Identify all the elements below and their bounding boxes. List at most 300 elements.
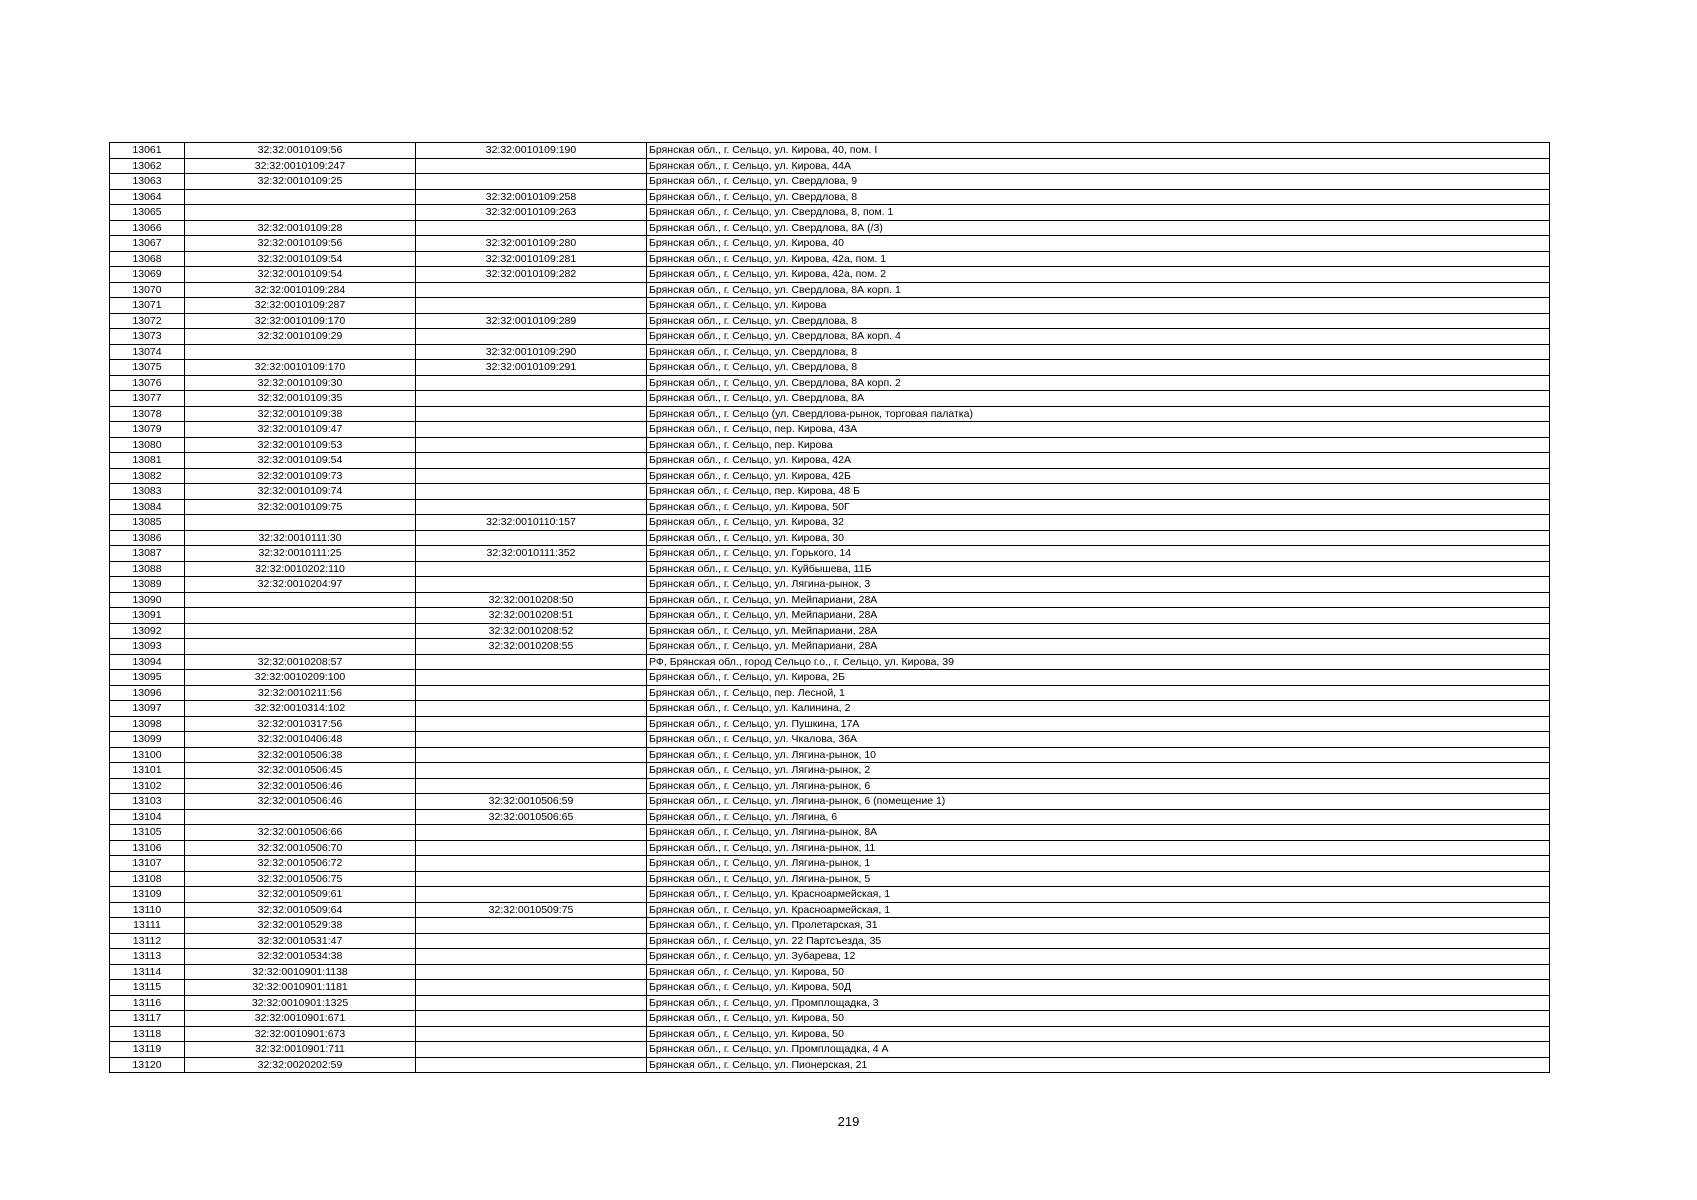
table-row <box>110 685 1550 701</box>
address-cell: Брянская обл., г. Сельцо, ул. Кирова, 50 <box>647 964 1550 980</box>
building-cadastral-number-cell: 32:32:0010109:281 <box>416 251 647 267</box>
cadastral-number-cell: 32:32:0010901:1325 <box>185 995 416 1011</box>
address-cell: Брянская обл., г. Сельцо, ул. Кирова, 42А <box>647 453 1550 469</box>
table-row <box>110 267 1550 283</box>
address-cell: Брянская обл., г. Сельцо, ул. Лягина-рынок, 6 <box>647 778 1550 794</box>
row-number-cell: 13075 <box>110 360 185 376</box>
building-cadastral-number-cell: 32:32:0010109:291 <box>416 360 647 376</box>
building-cadastral-number-cell <box>416 391 647 407</box>
address-cell: Брянская обл., г. Сельцо, ул. Лягина-рынок, 8А <box>647 825 1550 841</box>
address-cell: Брянская обл., г. Сельцо, ул. Калинина, 2 <box>647 701 1550 717</box>
building-cadastral-number-cell <box>416 871 647 887</box>
row-number-cell: 13097 <box>110 701 185 717</box>
table-row <box>110 530 1550 546</box>
address-cell: Брянская обл., г. Сельцо, ул. Кирова, 30 <box>647 530 1550 546</box>
row-number-cell: 13087 <box>110 546 185 562</box>
table-row <box>110 732 1550 748</box>
cadastral-number-cell: 32:32:0010506:70 <box>185 840 416 856</box>
row-number-cell: 13076 <box>110 375 185 391</box>
table-row <box>110 298 1550 314</box>
address-cell: Брянская обл., г. Сельцо, пер. Кирова <box>647 437 1550 453</box>
cadastral-number-cell: 32:32:0010109:287 <box>185 298 416 314</box>
building-cadastral-number-cell <box>416 778 647 794</box>
address-cell: Брянская обл., г. Сельцо, ул. Кирова, 42а, пом. 2 <box>647 267 1550 283</box>
building-cadastral-number-cell <box>416 298 647 314</box>
row-number-cell: 13081 <box>110 453 185 469</box>
cadastral-number-cell: 32:32:0010406:48 <box>185 732 416 748</box>
cadastral-number-cell: 32:32:0010109:75 <box>185 499 416 515</box>
address-cell: Брянская обл., г. Сельцо, ул. Свердлова, 8А корп. 2 <box>647 375 1550 391</box>
address-cell: Брянская обл., г. Сельцо, ул. Свердлова, 8 <box>647 313 1550 329</box>
cadastral-number-cell <box>185 189 416 205</box>
cadastral-number-cell: 32:32:0010111:30 <box>185 530 416 546</box>
cadastral-number-cell: 32:32:0010506:46 <box>185 794 416 810</box>
table-row <box>110 453 1550 469</box>
building-cadastral-number-cell <box>416 918 647 934</box>
row-number-cell: 13117 <box>110 1011 185 1027</box>
table-row <box>110 329 1550 345</box>
row-number-cell: 13090 <box>110 592 185 608</box>
cadastral-number-cell: 32:32:0010901:1181 <box>185 980 416 996</box>
building-cadastral-number-cell <box>416 701 647 717</box>
building-cadastral-number-cell <box>416 964 647 980</box>
building-cadastral-number-cell: 32:32:0010506:59 <box>416 794 647 810</box>
cadastral-number-cell: 32:32:0010506:66 <box>185 825 416 841</box>
table-row <box>110 1011 1550 1027</box>
address-cell: Брянская обл., г. Сельцо, ул. Кирова, 2Б <box>647 670 1550 686</box>
row-number-cell: 13093 <box>110 639 185 655</box>
address-cell: Брянская обл., г. Сельцо, ул. Свердлова, 8 <box>647 344 1550 360</box>
table-row <box>110 825 1550 841</box>
row-number-cell: 13063 <box>110 174 185 190</box>
table-row <box>110 918 1550 934</box>
cadastral-number-cell: 32:32:0010109:53 <box>185 437 416 453</box>
table-row <box>110 856 1550 872</box>
row-number-cell: 13070 <box>110 282 185 298</box>
cadastral-number-cell: 32:32:0010109:170 <box>185 313 416 329</box>
cadastral-number-cell: 32:32:0010109:38 <box>185 406 416 422</box>
table-row <box>110 701 1550 717</box>
address-cell: Брянская обл., г. Сельцо, ул. Промплощадка, 3 <box>647 995 1550 1011</box>
cadastral-number-cell: 32:32:0010506:46 <box>185 778 416 794</box>
cadastral-number-cell: 32:32:0010109:56 <box>185 236 416 252</box>
registry-table-body <box>110 143 1550 1073</box>
building-cadastral-number-cell <box>416 220 647 236</box>
address-cell: Брянская обл., г. Сельцо, ул. Кирова, 50Д <box>647 980 1550 996</box>
row-number-cell: 13099 <box>110 732 185 748</box>
table-row <box>110 344 1550 360</box>
address-cell: Брянская обл., г. Сельцо, ул. 22 Партсъезда, 35 <box>647 933 1550 949</box>
building-cadastral-number-cell: 32:32:0010109:190 <box>416 143 647 159</box>
address-cell: Брянская обл., г. Сельцо, ул. Лягина-рынок, 1 <box>647 856 1550 872</box>
row-number-cell: 13116 <box>110 995 185 1011</box>
row-number-cell: 13080 <box>110 437 185 453</box>
table-row <box>110 313 1550 329</box>
address-cell: Брянская обл., г. Сельцо, ул. Мейпариани, 28А <box>647 639 1550 655</box>
address-cell: Брянская обл., г. Сельцо, ул. Кирова, 50 <box>647 1026 1550 1042</box>
table-row <box>110 1042 1550 1058</box>
address-cell: Брянская обл., г. Сельцо, ул. Свердлова, 8А корп. 1 <box>647 282 1550 298</box>
building-cadastral-number-cell <box>416 1011 647 1027</box>
cadastral-number-cell: 32:32:0010509:64 <box>185 902 416 918</box>
table-row <box>110 747 1550 763</box>
address-cell: Брянская обл., г. Сельцо, ул. Свердлова, 9 <box>647 174 1550 190</box>
table-row <box>110 577 1550 593</box>
address-cell: Брянская обл., г. Сельцо, ул. Свердлова, 8, пом. 1 <box>647 205 1550 221</box>
table-row <box>110 375 1550 391</box>
address-cell: Брянская обл., г. Сельцо (ул. Свердлова-рынок, торговая палатка) <box>647 406 1550 422</box>
building-cadastral-number-cell: 32:32:0010208:51 <box>416 608 647 624</box>
building-cadastral-number-cell <box>416 654 647 670</box>
row-number-cell: 13069 <box>110 267 185 283</box>
cadastral-number-cell: 32:32:0010109:284 <box>185 282 416 298</box>
cadastral-number-cell: 32:32:0010109:30 <box>185 375 416 391</box>
table-row <box>110 422 1550 438</box>
cadastral-number-cell: 32:32:0010506:75 <box>185 871 416 887</box>
building-cadastral-number-cell: 32:32:0010110:157 <box>416 515 647 531</box>
cadastral-number-cell: 32:32:0010109:56 <box>185 143 416 159</box>
building-cadastral-number-cell: 32:32:0010208:50 <box>416 592 647 608</box>
table-row <box>110 933 1550 949</box>
address-cell: Брянская обл., г. Сельцо, ул. Красноармейская, 1 <box>647 887 1550 903</box>
address-cell: Брянская обл., г. Сельцо, ул. Кирова <box>647 298 1550 314</box>
row-number-cell: 13108 <box>110 871 185 887</box>
table-row <box>110 1026 1550 1042</box>
building-cadastral-number-cell <box>416 468 647 484</box>
row-number-cell: 13102 <box>110 778 185 794</box>
cadastral-number-cell: 32:32:0010506:72 <box>185 856 416 872</box>
building-cadastral-number-cell <box>416 499 647 515</box>
address-cell: Брянская обл., г. Сельцо, ул. Мейпариани, 28А <box>647 608 1550 624</box>
table-row <box>110 716 1550 732</box>
table-row <box>110 406 1550 422</box>
table-row <box>110 763 1550 779</box>
table-row <box>110 515 1550 531</box>
table-row <box>110 778 1550 794</box>
row-number-cell: 13103 <box>110 794 185 810</box>
building-cadastral-number-cell <box>416 933 647 949</box>
address-cell: Брянская обл., г. Сельцо, ул. Лягина, 6 <box>647 809 1550 825</box>
address-cell: Брянская обл., г. Сельцо, ул. Кирова, 32 <box>647 515 1550 531</box>
cadastral-number-cell <box>185 639 416 655</box>
address-cell: Брянская обл., г. Сельцо, пер. Кирова, 48 Б <box>647 484 1550 500</box>
row-number-cell: 13109 <box>110 887 185 903</box>
cadastral-number-cell: 32:32:0010109:25 <box>185 174 416 190</box>
row-number-cell: 13114 <box>110 964 185 980</box>
building-cadastral-number-cell: 32:32:0010109:289 <box>416 313 647 329</box>
table-row <box>110 484 1550 500</box>
table-row <box>110 980 1550 996</box>
building-cadastral-number-cell <box>416 1042 647 1058</box>
table-row <box>110 623 1550 639</box>
table-row <box>110 592 1550 608</box>
cadastral-number-cell <box>185 592 416 608</box>
table-row <box>110 902 1550 918</box>
building-cadastral-number-cell: 32:32:0010509:75 <box>416 902 647 918</box>
cadastral-number-cell: 32:32:0010901:673 <box>185 1026 416 1042</box>
address-cell: Брянская обл., г. Сельцо, пер. Кирова, 43А <box>647 422 1550 438</box>
row-number-cell: 13111 <box>110 918 185 934</box>
cadastral-number-cell: 32:32:0010109:247 <box>185 158 416 174</box>
cadastral-number-cell: 32:32:0010111:25 <box>185 546 416 562</box>
address-cell: Брянская обл., г. Сельцо, ул. Мейпариани, 28А <box>647 592 1550 608</box>
building-cadastral-number-cell <box>416 732 647 748</box>
row-number-cell: 13065 <box>110 205 185 221</box>
cadastral-number-cell <box>185 344 416 360</box>
row-number-cell: 13119 <box>110 1042 185 1058</box>
table-row <box>110 236 1550 252</box>
building-cadastral-number-cell: 32:32:0010109:280 <box>416 236 647 252</box>
table-row <box>110 220 1550 236</box>
page-number: 219 <box>837 1114 860 1129</box>
building-cadastral-number-cell <box>416 437 647 453</box>
building-cadastral-number-cell <box>416 840 647 856</box>
address-cell: Брянская обл., г. Сельцо, ул. Лягина-рынок, 10 <box>647 747 1550 763</box>
row-number-cell: 13110 <box>110 902 185 918</box>
address-cell: Брянская обл., г. Сельцо, ул. Лягина-рынок, 3 <box>647 577 1550 593</box>
cadastral-number-cell: 32:32:0010531:47 <box>185 933 416 949</box>
table-row <box>110 654 1550 670</box>
row-number-cell: 13104 <box>110 809 185 825</box>
table-row <box>110 189 1550 205</box>
table-row <box>110 158 1550 174</box>
cadastral-number-cell: 32:32:0010314:102 <box>185 701 416 717</box>
table-row <box>110 468 1550 484</box>
cadastral-number-cell: 32:32:0010901:1138 <box>185 964 416 980</box>
table-row <box>110 794 1550 810</box>
cadastral-number-cell: 32:32:0010529:38 <box>185 918 416 934</box>
row-number-cell: 13088 <box>110 561 185 577</box>
address-cell: Брянская обл., г. Сельцо, ул. Свердлова, 8А <box>647 391 1550 407</box>
cadastral-number-cell <box>185 515 416 531</box>
row-number-cell: 13068 <box>110 251 185 267</box>
cadastral-number-cell: 32:32:0010109:54 <box>185 453 416 469</box>
address-cell: Брянская обл., г. Сельцо, ул. Кирова, 50 <box>647 1011 1550 1027</box>
address-cell: Брянская обл., г. Сельцо, ул. Свердлова, 8 <box>647 360 1550 376</box>
address-cell: Брянская обл., г. Сельцо, ул. Пушкина, 17А <box>647 716 1550 732</box>
address-cell: Брянская обл., г. Сельцо, ул. Зубарева, 12 <box>647 949 1550 965</box>
cadastral-number-cell <box>185 205 416 221</box>
row-number-cell: 13072 <box>110 313 185 329</box>
address-cell: РФ, Брянская обл., город Сельцо г.о., г. Сельцо, ул. Кирова, 39 <box>647 654 1550 670</box>
row-number-cell: 13071 <box>110 298 185 314</box>
address-cell: Брянская обл., г. Сельцо, ул. Промплощадка, 4 А <box>647 1042 1550 1058</box>
registry-table <box>109 142 1550 1073</box>
cadastral-number-cell: 32:32:0010109:35 <box>185 391 416 407</box>
building-cadastral-number-cell <box>416 747 647 763</box>
row-number-cell: 13112 <box>110 933 185 949</box>
row-number-cell: 13083 <box>110 484 185 500</box>
cadastral-number-cell: 32:32:0010109:74 <box>185 484 416 500</box>
cadastral-number-cell: 32:32:0010208:57 <box>185 654 416 670</box>
address-cell: Брянская обл., г. Сельцо, ул. Мейпариани, 28А <box>647 623 1550 639</box>
building-cadastral-number-cell <box>416 887 647 903</box>
building-cadastral-number-cell <box>416 716 647 732</box>
address-cell: Брянская обл., г. Сельцо, ул. Лягина-рынок, 2 <box>647 763 1550 779</box>
table-row <box>110 205 1550 221</box>
row-number-cell: 13078 <box>110 406 185 422</box>
address-cell: Брянская обл., г. Сельцо, ул. Лягина-рынок, 11 <box>647 840 1550 856</box>
cadastral-number-cell: 32:32:0020202:59 <box>185 1057 416 1073</box>
row-number-cell: 13086 <box>110 530 185 546</box>
cadastral-number-cell: 32:32:0010211:56 <box>185 685 416 701</box>
table-row <box>110 1057 1550 1073</box>
row-number-cell: 13100 <box>110 747 185 763</box>
table-row <box>110 561 1550 577</box>
cadastral-number-cell: 32:32:0010109:73 <box>185 468 416 484</box>
table-row <box>110 282 1550 298</box>
building-cadastral-number-cell <box>416 949 647 965</box>
table-row <box>110 871 1550 887</box>
address-cell: Брянская обл., г. Сельцо, ул. Куйбышева, 11Б <box>647 561 1550 577</box>
address-cell: Брянская обл., г. Сельцо, пер. Лесной, 1 <box>647 685 1550 701</box>
table-row <box>110 964 1550 980</box>
table-row <box>110 174 1550 190</box>
row-number-cell: 13067 <box>110 236 185 252</box>
table-row <box>110 391 1550 407</box>
address-cell: Брянская обл., г. Сельцо, ул. Чкалова, 36А <box>647 732 1550 748</box>
cadastral-number-cell: 32:32:0010109:170 <box>185 360 416 376</box>
building-cadastral-number-cell <box>416 1026 647 1042</box>
building-cadastral-number-cell <box>416 422 647 438</box>
table-row <box>110 437 1550 453</box>
cadastral-number-cell: 32:32:0010506:38 <box>185 747 416 763</box>
building-cadastral-number-cell <box>416 763 647 779</box>
building-cadastral-number-cell: 32:32:0010109:258 <box>416 189 647 205</box>
address-cell: Брянская обл., г. Сельцо, ул. Свердлова, 8А (/3) <box>647 220 1550 236</box>
building-cadastral-number-cell <box>416 406 647 422</box>
address-cell: Брянская обл., г. Сельцо, ул. Пионерская, 21 <box>647 1057 1550 1073</box>
row-number-cell: 13089 <box>110 577 185 593</box>
row-number-cell: 13062 <box>110 158 185 174</box>
building-cadastral-number-cell: 32:32:0010208:55 <box>416 639 647 655</box>
row-number-cell: 13096 <box>110 685 185 701</box>
address-cell: Брянская обл., г. Сельцо, ул. Кирова, 44А <box>647 158 1550 174</box>
address-cell: Брянская обл., г. Сельцо, ул. Кирова, 42а, пом. 1 <box>647 251 1550 267</box>
cadastral-number-cell <box>185 608 416 624</box>
row-number-cell: 13107 <box>110 856 185 872</box>
row-number-cell: 13120 <box>110 1057 185 1073</box>
building-cadastral-number-cell <box>416 856 647 872</box>
row-number-cell: 13066 <box>110 220 185 236</box>
table-row <box>110 499 1550 515</box>
table-row <box>110 360 1550 376</box>
cadastral-number-cell: 32:32:0010109:54 <box>185 251 416 267</box>
row-number-cell: 13064 <box>110 189 185 205</box>
building-cadastral-number-cell <box>416 980 647 996</box>
row-number-cell: 13101 <box>110 763 185 779</box>
table-row <box>110 809 1550 825</box>
table-row <box>110 639 1550 655</box>
row-number-cell: 13098 <box>110 716 185 732</box>
building-cadastral-number-cell: 32:32:0010506:65 <box>416 809 647 825</box>
row-number-cell: 13079 <box>110 422 185 438</box>
building-cadastral-number-cell <box>416 329 647 345</box>
building-cadastral-number-cell: 32:32:0010208:52 <box>416 623 647 639</box>
cadastral-number-cell: 32:32:0010109:28 <box>185 220 416 236</box>
cadastral-number-cell: 32:32:0010109:29 <box>185 329 416 345</box>
row-number-cell: 13115 <box>110 980 185 996</box>
cadastral-number-cell: 32:32:0010509:61 <box>185 887 416 903</box>
cadastral-number-cell: 32:32:0010202:110 <box>185 561 416 577</box>
building-cadastral-number-cell <box>416 995 647 1011</box>
row-number-cell: 13084 <box>110 499 185 515</box>
building-cadastral-number-cell <box>416 825 647 841</box>
building-cadastral-number-cell: 32:32:0010109:282 <box>416 267 647 283</box>
address-cell: Брянская обл., г. Сельцо, ул. Красноармейская, 1 <box>647 902 1550 918</box>
address-cell: Брянская обл., г. Сельцо, ул. Кирова, 40 <box>647 236 1550 252</box>
cadastral-number-cell: 32:32:0010109:47 <box>185 422 416 438</box>
building-cadastral-number-cell: 32:32:0010109:290 <box>416 344 647 360</box>
row-number-cell: 13061 <box>110 143 185 159</box>
address-cell: Брянская обл., г. Сельцо, ул. Горького, 14 <box>647 546 1550 562</box>
cadastral-number-cell: 32:32:0010109:54 <box>185 267 416 283</box>
building-cadastral-number-cell <box>416 375 647 391</box>
building-cadastral-number-cell <box>416 561 647 577</box>
cadastral-number-cell: 32:32:0010901:711 <box>185 1042 416 1058</box>
building-cadastral-number-cell <box>416 1057 647 1073</box>
cadastral-number-cell: 32:32:0010204:97 <box>185 577 416 593</box>
row-number-cell: 13073 <box>110 329 185 345</box>
building-cadastral-number-cell <box>416 670 647 686</box>
row-number-cell: 13113 <box>110 949 185 965</box>
table-row <box>110 840 1550 856</box>
address-cell: Брянская обл., г. Сельцо, ул. Пролетарская, 31 <box>647 918 1550 934</box>
address-cell: Брянская обл., г. Сельцо, ул. Лягина-рынок, 6 (помещение 1) <box>647 794 1550 810</box>
address-cell: Брянская обл., г. Сельцо, ул. Кирова, 50Г <box>647 499 1550 515</box>
cadastral-number-cell <box>185 809 416 825</box>
address-cell: Брянская обл., г. Сельцо, ул. Кирова, 42Б <box>647 468 1550 484</box>
table-row <box>110 949 1550 965</box>
table-row <box>110 143 1550 159</box>
cadastral-number-cell: 32:32:0010534:38 <box>185 949 416 965</box>
table-row <box>110 608 1550 624</box>
building-cadastral-number-cell: 32:32:0010111:352 <box>416 546 647 562</box>
building-cadastral-number-cell <box>416 685 647 701</box>
address-cell: Брянская обл., г. Сельцо, ул. Свердлова, 8 <box>647 189 1550 205</box>
cadastral-number-cell <box>185 623 416 639</box>
row-number-cell: 13085 <box>110 515 185 531</box>
table-row <box>110 887 1550 903</box>
cadastral-number-cell: 32:32:0010317:56 <box>185 716 416 732</box>
cadastral-number-cell: 32:32:0010901:671 <box>185 1011 416 1027</box>
building-cadastral-number-cell <box>416 158 647 174</box>
row-number-cell: 13082 <box>110 468 185 484</box>
building-cadastral-number-cell <box>416 484 647 500</box>
building-cadastral-number-cell: 32:32:0010109:263 <box>416 205 647 221</box>
address-cell: Брянская обл., г. Сельцо, ул. Свердлова, 8А корп. 4 <box>647 329 1550 345</box>
table-row <box>110 995 1550 1011</box>
address-cell: Брянская обл., г. Сельцо, ул. Кирова, 40, пом. I <box>647 143 1550 159</box>
row-number-cell: 13095 <box>110 670 185 686</box>
row-number-cell: 13094 <box>110 654 185 670</box>
cadastral-number-cell: 32:32:0010209:100 <box>185 670 416 686</box>
building-cadastral-number-cell <box>416 282 647 298</box>
building-cadastral-number-cell <box>416 453 647 469</box>
row-number-cell: 13091 <box>110 608 185 624</box>
table-row <box>110 251 1550 267</box>
building-cadastral-number-cell <box>416 577 647 593</box>
table-row <box>110 546 1550 562</box>
table-row <box>110 670 1550 686</box>
building-cadastral-number-cell <box>416 174 647 190</box>
row-number-cell: 13092 <box>110 623 185 639</box>
row-number-cell: 13077 <box>110 391 185 407</box>
row-number-cell: 13105 <box>110 825 185 841</box>
row-number-cell: 13106 <box>110 840 185 856</box>
row-number-cell: 13118 <box>110 1026 185 1042</box>
building-cadastral-number-cell <box>416 530 647 546</box>
